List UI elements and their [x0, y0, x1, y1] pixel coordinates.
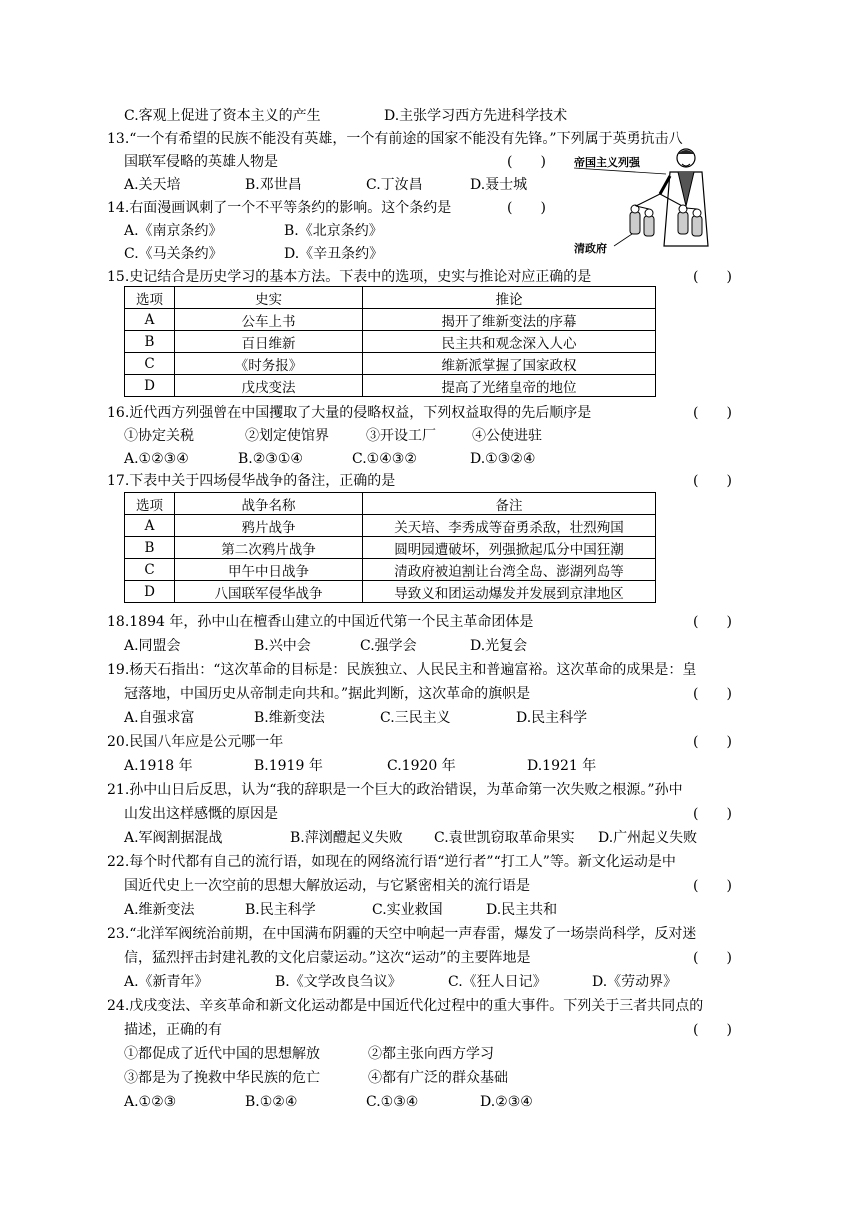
table-cell: 揭开了维新变法的序幕: [363, 309, 656, 331]
q14-option-b: B.《北京条约》: [284, 223, 383, 239]
q24-stem: 24.戊戌变法、辛亥革命和新文化运动都是中国近代化过程中的重大事件。下列关于三者共同点的: [107, 998, 704, 1014]
table-row: [125, 537, 656, 559]
q21-option-c: C.袁世凯窃取革命果实: [434, 830, 575, 846]
table-cell: A: [125, 309, 175, 331]
table-cell: B: [125, 331, 175, 353]
q24-option-c: C.①③④: [366, 1094, 419, 1110]
q13-answer-blank: ( ): [507, 154, 546, 170]
cartoon-illustration: [574, 146, 744, 262]
table-cell: 导致义和团运动爆发并发展到京津地区: [363, 581, 656, 603]
q24-item-1: ①都促成了近代中国的思想解放: [124, 1046, 320, 1062]
table-cell: 甲午中日战争: [175, 559, 363, 581]
table-cell: 第二次鸦片战争: [175, 537, 363, 559]
q14-answer-blank: ( ): [507, 200, 546, 216]
q22-option-b: B.民主科学: [245, 902, 316, 918]
table-cell: C: [125, 559, 175, 581]
q22-option-d: D.民主共和: [486, 902, 558, 918]
table-cell: 清政府被迫割让台湾全岛、澎湖列岛等: [363, 559, 656, 581]
q24-answer-blank: ( ): [693, 1022, 732, 1038]
q15-answer-blank: ( ): [693, 269, 732, 285]
table-header: 战争名称: [175, 493, 363, 515]
q16-item-3: ③开设工厂: [366, 428, 436, 444]
q12-option-d: D.主张学习西方先进科学技术: [384, 108, 568, 124]
q22-option-a: A.维新变法: [124, 902, 195, 918]
q22-option-c: C.实业救国: [372, 902, 443, 918]
q17-table: [124, 492, 656, 603]
q24-item-4: ④都有广泛的群众基础: [368, 1070, 508, 1086]
cartoon-label-powers: 帝国主义列强: [574, 156, 640, 169]
q16-answer-blank: ( ): [693, 405, 732, 421]
table-cell: 维新派掌握了国家政权: [363, 353, 656, 375]
q16-option-c: C.①④③②: [352, 451, 417, 467]
q23-option-b: B.《文学改良刍议》: [275, 974, 402, 990]
q20-option-d: D.1921 年: [527, 758, 597, 774]
q24-option-b: B.①②④: [245, 1094, 298, 1110]
q24-option-a: A.①②③: [124, 1094, 177, 1110]
q20-option-a: A.1918 年: [124, 758, 193, 774]
table-row: [125, 375, 656, 397]
q24-item-2: ②都主张向西方学习: [368, 1046, 494, 1062]
table-cell: B: [125, 537, 175, 559]
table-header: 史实: [175, 287, 363, 309]
q21-option-b: B.萍浏醴起义失败: [290, 830, 403, 846]
table-cell: 鸦片战争: [175, 515, 363, 537]
table-header: 选项: [125, 287, 175, 309]
q23-option-c: C.《狂人日记》: [448, 974, 547, 990]
table-row: [125, 353, 656, 375]
q19-stem-cont: 冠落地，中国历史从帝制走向共和。”据此判断，这次革命的旗帜是: [124, 686, 531, 702]
q21-option-d: D.广州起义失败: [598, 830, 698, 846]
q18-stem: 18.1894 年，孙中山在檀香山建立的中国近代第一个民主革命团体是: [107, 614, 534, 630]
q23-stem: 23.“北洋军阀统治前期，在中国满布阴霾的天空中响起一声春雷，爆发了一场崇尚科学，反对迷: [107, 926, 697, 942]
table-row: [125, 331, 656, 353]
q23-option-d: D.《劳动界》: [592, 974, 678, 990]
q24-option-d: D.②③④: [480, 1094, 533, 1110]
q16-option-d: D.①③②④: [470, 451, 536, 467]
q14-option-a: A.《南京条约》: [124, 223, 223, 239]
table-row: [125, 515, 656, 537]
q21-stem-cont: 山发出这样感慨的原因是: [124, 806, 278, 822]
q18-option-b: B.兴中会: [254, 638, 311, 654]
q13-stem-cont: 国联军侵略的英雄人物是: [124, 154, 278, 170]
cartoon-label-qing: 清政府: [574, 242, 607, 255]
q13-option-d: D.聂士城: [470, 177, 528, 193]
q13-stem: 13.“一个有希望的民族不能没有英雄，一个有前途的国家不能没有先锋。”下列属于英勇抗击八: [107, 131, 683, 147]
table-cell: 民主共和观念深入人心: [363, 331, 656, 353]
table-header-row: [125, 493, 656, 515]
table-cell: 戊戌变法: [175, 375, 363, 397]
q19-option-a: A.自强求富: [124, 710, 195, 726]
q19-option-b: B.维新变法: [254, 710, 325, 726]
q19-answer-blank: ( ): [693, 686, 732, 702]
table-row: [125, 309, 656, 331]
table-row: [125, 559, 656, 581]
table-cell: C: [125, 353, 175, 375]
table-header: 推论: [363, 287, 656, 309]
q16-option-a: A.①②③④: [124, 451, 189, 467]
table-cell: 圆明园遭破坏，列强掀起瓜分中国狂潮: [363, 537, 656, 559]
q22-answer-blank: ( ): [693, 878, 732, 894]
q13-option-c: C.丁汝昌: [366, 177, 423, 193]
table-row: [125, 581, 656, 603]
q19-option-c: C.三民主义: [380, 710, 451, 726]
q13-option-b: B.邓世昌: [245, 177, 302, 193]
table-cell: 八国联军侵华战争: [175, 581, 363, 603]
q18-option-a: A.同盟会: [124, 638, 181, 654]
q22-stem-cont: 国近代史上一次空前的思想大解放运动，与它紧密相关的流行语是: [124, 878, 530, 894]
q18-option-d: D.光复会: [470, 638, 528, 654]
q22-stem: 22.每个时代都有自己的流行语，如现在的网络流行语“逆行者”“打工人”等。新文化运动是中: [107, 854, 676, 870]
q23-option-a: A.《新青年》: [124, 974, 209, 990]
q21-option-a: A.军阀割据混战: [124, 830, 223, 846]
q24-stem-cont: 描述，正确的有: [124, 1022, 222, 1038]
table-cell: D: [125, 375, 175, 397]
table-cell: D: [125, 581, 175, 603]
q19-option-d: D.民主科学: [516, 710, 588, 726]
table-header-row: [125, 287, 656, 309]
q21-stem: 21.孙中山日后反思，认为“我的辞职是一个巨大的政治错误，为革命第一次失败之根源。”孙中: [107, 782, 683, 798]
table-cell: A: [125, 515, 175, 537]
q20-option-c: C.1920 年: [387, 758, 456, 774]
q16-item-2: ②划定使馆界: [245, 428, 329, 444]
q20-answer-blank: ( ): [693, 734, 732, 750]
q15-table: [124, 286, 656, 397]
q15-stem: 15.史记结合是历史学习的基本方法。下表中的选项，史实与推论对应正确的是: [107, 269, 592, 285]
q20-stem: 20.民国八年应是公元哪一年: [107, 734, 284, 750]
q13-option-a: A.关天培: [124, 177, 181, 193]
q17-stem: 17.下表中关于四场侵华战争的备注，正确的是: [107, 473, 396, 489]
table-cell: 提高了光绪皇帝的地位: [363, 375, 656, 397]
q16-option-b: B.②③①④: [238, 451, 303, 467]
table-cell: 关天培、李秀成等奋勇杀敌，壮烈殉国: [363, 515, 656, 537]
q17-answer-blank: ( ): [693, 473, 732, 489]
q18-option-c: C.强学会: [360, 638, 417, 654]
q14-stem: 14.右面漫画讽刺了一个不平等条约的影响。这个条约是: [107, 200, 452, 216]
q14-option-c: C.《马关条约》: [124, 246, 223, 262]
q23-answer-blank: ( ): [693, 950, 732, 966]
q12-option-c: C.客观上促进了资本主义的产生: [124, 108, 321, 124]
table-header: 备注: [363, 493, 656, 515]
q16-item-4: ④公使进驻: [472, 428, 542, 444]
cartoon-figure: [574, 146, 744, 262]
table-header: 选项: [125, 493, 175, 515]
q24-item-3: ③都是为了挽救中华民族的危亡: [124, 1070, 320, 1086]
q19-stem: 19.杨天石指出：“这次革命的目标是：民族独立、人民民主和普遍富裕。这次革命的成果是：皇: [107, 662, 697, 678]
table-cell: 百日维新: [175, 331, 363, 353]
table-cell: 《时务报》: [175, 353, 363, 375]
q20-option-b: B.1919 年: [254, 758, 323, 774]
q18-answer-blank: ( ): [693, 614, 732, 630]
q21-answer-blank: ( ): [693, 806, 732, 822]
q16-stem: 16.近代西方列强曾在中国攫取了大量的侵略权益，下列权益取得的先后顺序是: [107, 405, 592, 421]
q23-stem-cont: 信，猛烈抨击封建礼教的文化启蒙运动。”这次“运动”的主要阵地是: [124, 950, 531, 966]
q16-item-1: ①协定关税: [124, 428, 194, 444]
q14-option-d: D.《辛丑条约》: [284, 246, 384, 262]
table-cell: 公车上书: [175, 309, 363, 331]
